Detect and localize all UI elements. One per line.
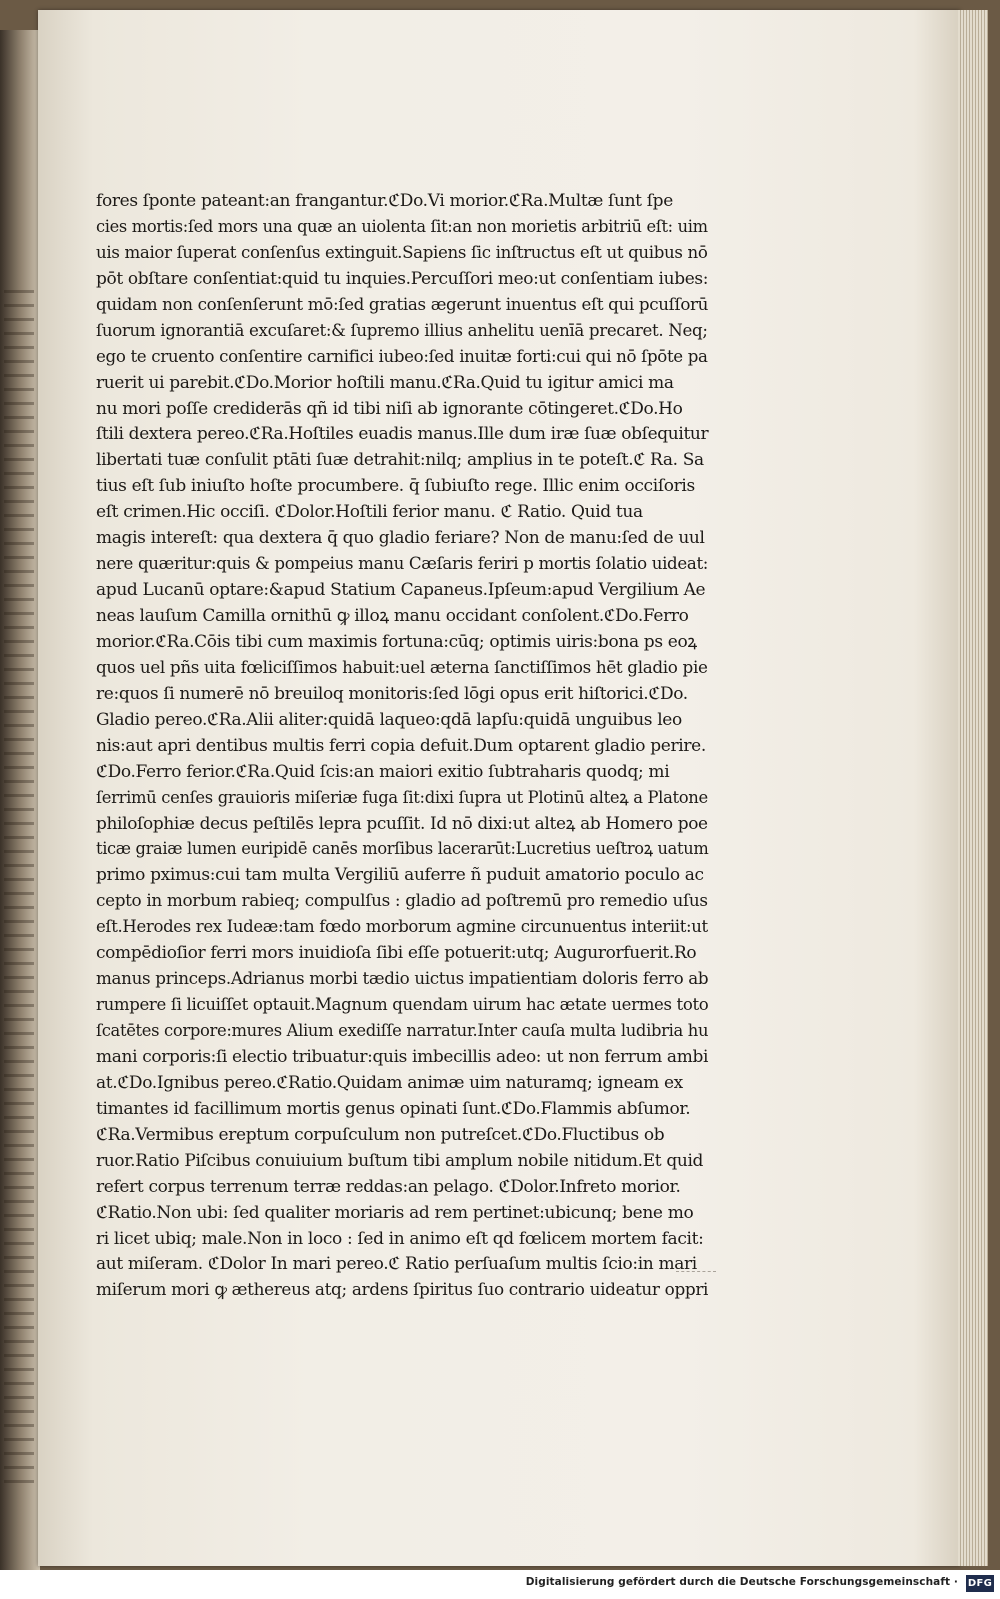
text-line: aut miſeram. ℭDolor In mari pereo.ℭ Ratio perſuaſum multis ſcio:in mari (96, 1254, 697, 1275)
text-line: mani corporis:ſi electio tribuatur:quis imbecillis adeo: ut non ferrum ambi (96, 1046, 709, 1067)
text-line: fores ſponte pateant:an frangantur.ℭDo.Vi morior.ℭRa.Multæ ſunt ſpe (96, 191, 673, 211)
text-line: neas lauſum Camilla ornithū ꝙ illoꝝ manu occidant conſolent.ℭDo.Ferro (96, 606, 689, 626)
text-line: ℭDo.Ferro ferior.ℭRa.Quid ſcis:an maiori exitio ſubtraharis quodq; mi (96, 761, 670, 782)
text-line: nu mori poſſe crediderās qñ id tibi niſi ab ignorante cōtingeret.ℭDo.Ho (96, 398, 683, 419)
text-line: ticæ graiæ lumen euripidē canēs morſibus lacerarūt:Lucretius ueſtroꝝ uatum (96, 839, 709, 860)
dfg-logo-icon: DFG (966, 1575, 994, 1592)
text-line: refert corpus terrenum terræ reddas:an pelago. ℭDolor.Infreto morior. (96, 1176, 681, 1197)
facing-page-edge (0, 30, 40, 1570)
text-line: ego te cruento conſentire carnifici iubeo:ſed inuitæ forti:cui qui nō ſpōte pa (96, 346, 708, 367)
catchword-mark (676, 1271, 716, 1272)
text-line: ſerrimū cenſes grauioris miſeriæ fuga ſit:dixi ſupra ut Plotinū alteꝝ a Platone (96, 787, 708, 808)
text-line: quidam non conſenſerunt mō:ſed gratias ægerunt inuentus eſt qui pcuſſorū (96, 294, 709, 315)
facing-page-text-edge (4, 290, 34, 1490)
page-stack-edges (958, 10, 988, 1566)
text-line: ri licet ubiq; male.Non in loco : ſed in animo eſt qd fœlicem mortem facit: (96, 1228, 704, 1249)
text-line: uis maior ſuperat conſenſus extinguit.Sapiens ſic inſtructus eſt ut quibus nō (96, 242, 708, 263)
text-line: eſt.Herodes rex Iudeæ:tam fœdo morborum agmine circunuentus interiit:ut (96, 917, 708, 938)
text-line: tius eſt ſub iniuſto hoſte procumbere. q̄ ſubiuſto rege. Illic enim occiſoris (96, 476, 695, 497)
text-line: rumpere ſi licuiſſet optauit.Magnum quendam uirum hac ætate uermes toto (96, 995, 709, 1016)
text-line: ℭRa.Vermibus ereptum corpuſculum non putreſcet.ℭDo.Fluctibus ob (96, 1124, 665, 1145)
text-line: ſuorum ignorantiā excuſaret:& ſupremo illius anhelitu uenīā precaret. Neq; (96, 320, 708, 341)
text-line: at.ℭDo.Ignibus pereo.ℭRatio.Quidam animæ uim naturamq; igneam ex (96, 1072, 683, 1093)
text-line: apud Lucanū optare:&apud Statium Capaneus.Ipſeum:apud Vergilium Ae (96, 580, 706, 601)
text-line: ſcatētes corpore:mures Alium exediſſe narratur.Inter cauſa multa ludibria hu (96, 1021, 709, 1041)
text-line: ruor.Ratio Piſcibus conuiuium buſtum tibi amplum nobile nitidum.Et quid (96, 1150, 704, 1171)
text-line: ſtili dextera pereo.ℭRa.Hoſtiles euadis manus.Ille dum iræ ſuæ obſequitur (96, 424, 709, 445)
text-line: re:quos ſi numerē nō breuiloq monitoris:ſed lōgi opus erit hiſtorici.ℭDo. (96, 683, 688, 704)
text-line: miſerum mori ꝙ æthereus atq; ardens ſpiritus ſuo contrario uideatur oppri (96, 1280, 709, 1301)
text-line: cepto in morbum rabieq; compulſus : gladio ad poſtremū pro remedio uſus (96, 891, 708, 912)
text-line: eſt crimen.Hic occiſi. ℭDolor.Hoſtili ferior manu. ℭ Ratio. Quid tua (96, 502, 643, 523)
text-line: compēdioſior ferri mors inuidioſa ſibi eſſe potuerit:utq; Augurorfuerit.Ro (96, 943, 697, 964)
text-line: philoſophiæ decus peſtilēs lepra pcuſſit. Id nō dixi:ut alteꝝ ab Homero poe (96, 813, 708, 834)
page-text-block (96, 189, 708, 1304)
text-line: nis:aut apri dentibus multis ferri copia defuit.Dum optarent gladio perire. (96, 735, 706, 756)
text-line: ℭRatio.Non ubi: ſed qualiter moriaris ad rem pertinet:ubicunq; bene mo (96, 1202, 694, 1223)
text-line: libertati tuæ conſulit ptāti ſuæ detrahit:nilq; amplius in te poteſt.ℭ Ra. Sa (96, 450, 704, 471)
text-line: quos uel pñs uita fœliciſſimos habuit:uel æterna ſanctiſſimos hēt gladio pie (96, 657, 708, 678)
text-line: pōt obſtare conſentiat:quid tu inquies.Percuſſori meo:ut conſentiam iubes: (96, 268, 709, 289)
text-line: Gladio pereo.ℭRa.Alii aliter:quidā laqueo:qdā lapſu:quidā unguibus leo (96, 709, 682, 730)
funding-credit: Digitalisierung gefördert durch die Deutsche Forschungsgemeinschaft · (525, 1576, 958, 1588)
text-line: primo pximus:cui tam multa Vergiliū auferre ñ puduit amatorio poculo ac (96, 865, 704, 886)
text-line: nere quæritur:quis & pompeius manu Cæſaris feriri p mortis ſolatio uideat: (96, 554, 709, 575)
text-line: cies mortis:ſed mors una quæ an uiolenta ſit:an non morietis arbitriū eſt: uim (96, 216, 708, 237)
text-line: magis intereſt: qua dextera q̄ quo gladio feriare? Non de manu:ſed de uul (96, 528, 705, 549)
credit-bar (0, 1570, 1000, 1599)
text-line: morior.ℭRa.Cōis tibi cum maximis fortuna:cūq; optimis uiris:bona ps eoꝝ (96, 631, 697, 652)
text-line: ruerit ui parebit.ℭDo.Morior hoſtili manu.ℭRa.Quid tu igitur amici ma (96, 372, 674, 393)
text-line: manus princeps.Adrianus morbi tædio uictus impatientiam doloris ferro ab (96, 969, 709, 990)
text-line: timantes id facillimum mortis genus opinati ſunt.ℭDo.Flammis abſumor. (96, 1098, 691, 1119)
